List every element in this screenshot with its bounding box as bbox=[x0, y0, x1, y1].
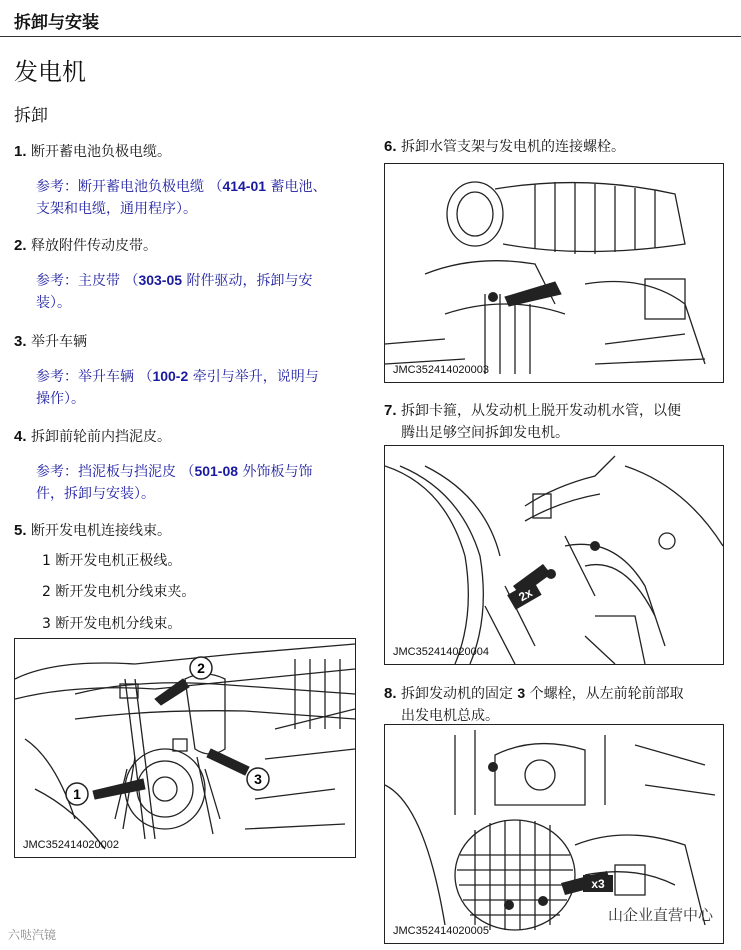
substep-2: 2 断开发电机分线束夹。 bbox=[42, 584, 196, 600]
figure-caption: JMC352414020003 bbox=[393, 364, 490, 376]
watermark-right: 山企业直营中心 bbox=[607, 906, 713, 924]
step-text-rest: 个螺栓，从左前轮前部取 bbox=[525, 686, 684, 702]
step-8 bbox=[384, 682, 684, 727]
step-text: 断开发电机连接线束。 bbox=[30, 523, 171, 539]
figure-caption: JMC352414020004 bbox=[393, 646, 490, 658]
step-1-reference bbox=[36, 175, 327, 220]
step-1 bbox=[14, 141, 171, 163]
reference-prefix: 参考：主皮带 （ bbox=[36, 273, 139, 289]
substep-3: 3 断开发电机分线束。 bbox=[42, 616, 182, 632]
figure-harness-disconnect bbox=[14, 638, 356, 858]
step-text: 举升车辆 bbox=[30, 334, 87, 350]
figure-alternator-removal bbox=[384, 724, 724, 944]
step-text-line2: 出发电机总成。 bbox=[401, 708, 499, 724]
step-2 bbox=[14, 235, 157, 257]
reference-code: 414-01 bbox=[222, 178, 267, 194]
step-text: 断开蓄电池负极电缆。 bbox=[30, 144, 171, 160]
reference-text-line2: 装）。 bbox=[36, 295, 71, 311]
step-text: 拆卸发动机的固定 bbox=[400, 686, 518, 702]
reference-text: 蓄电池、 bbox=[266, 179, 327, 195]
step-number: 4. bbox=[14, 428, 27, 445]
step-number: 3. bbox=[14, 333, 27, 350]
step-7 bbox=[384, 400, 681, 444]
callout-2: 2 bbox=[197, 660, 205, 676]
step-text: 拆卸前轮前内挡泥皮。 bbox=[30, 429, 171, 445]
section-title: 拆卸 bbox=[14, 106, 48, 126]
figure-illustration bbox=[15, 639, 355, 857]
step-number: 5. bbox=[14, 522, 27, 539]
step-3-reference bbox=[36, 365, 319, 410]
bolt-count: 3 bbox=[517, 685, 526, 701]
reference-prefix: 参考：断开蓄电池负极电缆 （ bbox=[36, 179, 223, 195]
watermark-left: 六哒汽镜 bbox=[8, 928, 57, 942]
reference-text: 外饰板与饰 bbox=[238, 464, 313, 480]
reference-text-line2: 件，拆卸与安装）。 bbox=[36, 486, 155, 502]
reference-text-line2: 支架和电缆，通用程序）。 bbox=[36, 201, 197, 217]
substep-1: 1 断开发电机正极线。 bbox=[42, 553, 182, 569]
step-4-reference bbox=[36, 460, 313, 505]
step-number: 6. bbox=[384, 138, 397, 155]
step-3 bbox=[14, 331, 87, 353]
reference-code: 501-08 bbox=[194, 463, 239, 479]
reference-prefix: 参考：举升车辆 （ bbox=[36, 369, 153, 385]
reference-text: 牵引与举升，说明与 bbox=[188, 369, 319, 385]
step-number: 2. bbox=[14, 237, 27, 254]
step-text: 释放附件传动皮带。 bbox=[30, 238, 157, 254]
step-text: 拆卸卡箍，从发动机上脱开发动机水管，以便 bbox=[400, 403, 681, 419]
figure-illustration bbox=[385, 164, 723, 382]
header-divider bbox=[0, 36, 741, 37]
step-6 bbox=[384, 136, 625, 158]
multiplier-badge: 2x bbox=[516, 585, 535, 605]
callout-3: 3 bbox=[254, 771, 262, 787]
header-title: 拆卸与安装 bbox=[14, 13, 99, 33]
figure-clamp-hose bbox=[384, 445, 724, 665]
figure-illustration bbox=[385, 446, 723, 664]
reference-code: 100-2 bbox=[152, 368, 189, 384]
page-title: 发电机 bbox=[14, 58, 86, 86]
step-2-reference bbox=[36, 269, 313, 314]
reference-code: 303-05 bbox=[138, 272, 183, 288]
callout-1: 1 bbox=[73, 786, 81, 802]
step-number: 8. bbox=[384, 685, 397, 702]
figure-caption: JMC352414020005 bbox=[393, 925, 490, 937]
step-text-line2: 腾出足够空间拆卸发电机。 bbox=[401, 425, 569, 441]
step-number: 7. bbox=[384, 402, 397, 419]
reference-prefix: 参考：挡泥板与挡泥皮 （ bbox=[36, 464, 195, 480]
multiplier-badge: x3 bbox=[591, 877, 605, 891]
figure-bracket-bolt bbox=[384, 163, 724, 383]
step-number: 1. bbox=[14, 143, 27, 160]
reference-text: 附件驱动，拆卸与安 bbox=[182, 273, 313, 289]
step-5 bbox=[14, 520, 171, 542]
figure-caption: JMC352414020002 bbox=[23, 839, 120, 851]
step-4 bbox=[14, 426, 171, 448]
reference-text-line2: 操作）。 bbox=[36, 391, 85, 407]
step-text: 拆卸水管支架与发电机的连接螺栓。 bbox=[400, 139, 625, 155]
